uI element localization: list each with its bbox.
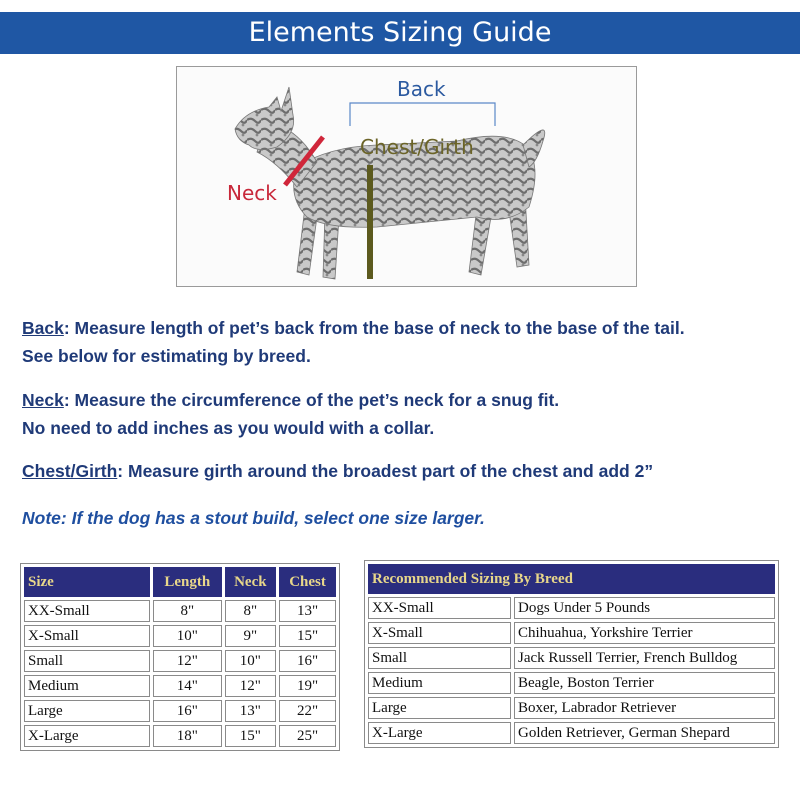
- size-cell: X-Small: [368, 622, 511, 644]
- col-chest: Chest: [279, 567, 336, 597]
- size-table-header: [24, 567, 336, 597]
- dog-silhouette: [235, 87, 545, 279]
- back-instruction: [22, 318, 685, 339]
- back-text: : Measure length of pet’s back from the base of neck to the base of the tail.: [63, 318, 685, 338]
- size-cell: Small: [24, 650, 150, 672]
- chest-cell: 16": [279, 650, 336, 672]
- chest-instruction: [22, 461, 653, 482]
- page-title: Elements Sizing Guide: [0, 12, 800, 54]
- breed-table-title: Recommended Sizing By Breed: [368, 564, 775, 594]
- size-cell: X-Small: [24, 625, 150, 647]
- neck-cell: 15": [225, 725, 277, 747]
- back-bracket: [350, 103, 495, 126]
- size-cell: Small: [368, 647, 511, 669]
- dog-measurement-diagram: [176, 66, 637, 287]
- chest-term: Chest/Girth: [22, 461, 118, 481]
- size-cell: XX-Small: [24, 600, 150, 622]
- chest-cell: 13": [279, 600, 336, 622]
- size-table: [20, 563, 340, 751]
- table-row: [368, 672, 775, 694]
- chest-text: : Measure girth around the broadest part of the chest and add 2”: [117, 461, 654, 481]
- table-row: [368, 597, 775, 619]
- length-cell: 12": [153, 650, 222, 672]
- length-cell: 16": [153, 700, 222, 722]
- breed-sizing-table: [364, 560, 779, 748]
- neck-cell: 13": [225, 700, 277, 722]
- size-cell: XX-Small: [368, 597, 511, 619]
- neck-term: Neck: [22, 390, 64, 410]
- stout-build-note: Note: If the dog has a stout build, select one size larger.: [22, 508, 485, 528]
- breed-cell: Jack Russell Terrier, French Bulldog: [514, 647, 775, 669]
- back-instruction-line2: See below for estimating by breed.: [22, 346, 311, 366]
- size-cell: Medium: [24, 675, 150, 697]
- neck-cell: 10": [225, 650, 277, 672]
- neck-text: : Measure the circumference of the pet’s neck for a snug fit.: [63, 390, 560, 410]
- breed-cell: Beagle, Boston Terrier: [514, 672, 775, 694]
- length-cell: 10": [153, 625, 222, 647]
- back-term: Back: [22, 318, 64, 338]
- chest-cell: 15": [279, 625, 336, 647]
- neck-cell: 9": [225, 625, 277, 647]
- size-cell: X-Large: [368, 722, 511, 744]
- size-cell: Medium: [368, 672, 511, 694]
- chest-cell: 19": [279, 675, 336, 697]
- breed-cell: Dogs Under 5 Pounds: [514, 597, 775, 619]
- neck-label: Neck: [227, 181, 277, 205]
- length-cell: 18": [153, 725, 222, 747]
- table-row: [24, 725, 336, 747]
- neck-cell: 8": [225, 600, 277, 622]
- length-cell: 14": [153, 675, 222, 697]
- table-row: [24, 650, 336, 672]
- back-label: Back: [397, 77, 446, 101]
- breed-cell: Golden Retriever, German Shepard: [514, 722, 775, 744]
- chest-girth-label: Chest/Girth: [360, 135, 474, 159]
- size-cell: X-Large: [24, 725, 150, 747]
- table-row: [24, 700, 336, 722]
- col-size: Size: [24, 567, 150, 597]
- breed-cell: Boxer, Labrador Retriever: [514, 697, 775, 719]
- table-row: [368, 722, 775, 744]
- chest-cell: 25": [279, 725, 336, 747]
- length-cell: 8": [153, 600, 222, 622]
- col-neck: Neck: [225, 567, 277, 597]
- breed-table-header: [368, 564, 775, 594]
- neck-instruction-line2: No need to add inches as you would with a collar.: [22, 418, 435, 438]
- size-cell: Large: [24, 700, 150, 722]
- table-row: [368, 647, 775, 669]
- table-row: [24, 675, 336, 697]
- table-row: [24, 600, 336, 622]
- table-row: [368, 622, 775, 644]
- table-row: [368, 697, 775, 719]
- neck-cell: 12": [225, 675, 277, 697]
- neck-instruction: [22, 390, 559, 411]
- breed-cell: Chihuahua, Yorkshire Terrier: [514, 622, 775, 644]
- chest-cell: 22": [279, 700, 336, 722]
- col-length: Length: [153, 567, 222, 597]
- table-row: [24, 625, 336, 647]
- size-cell: Large: [368, 697, 511, 719]
